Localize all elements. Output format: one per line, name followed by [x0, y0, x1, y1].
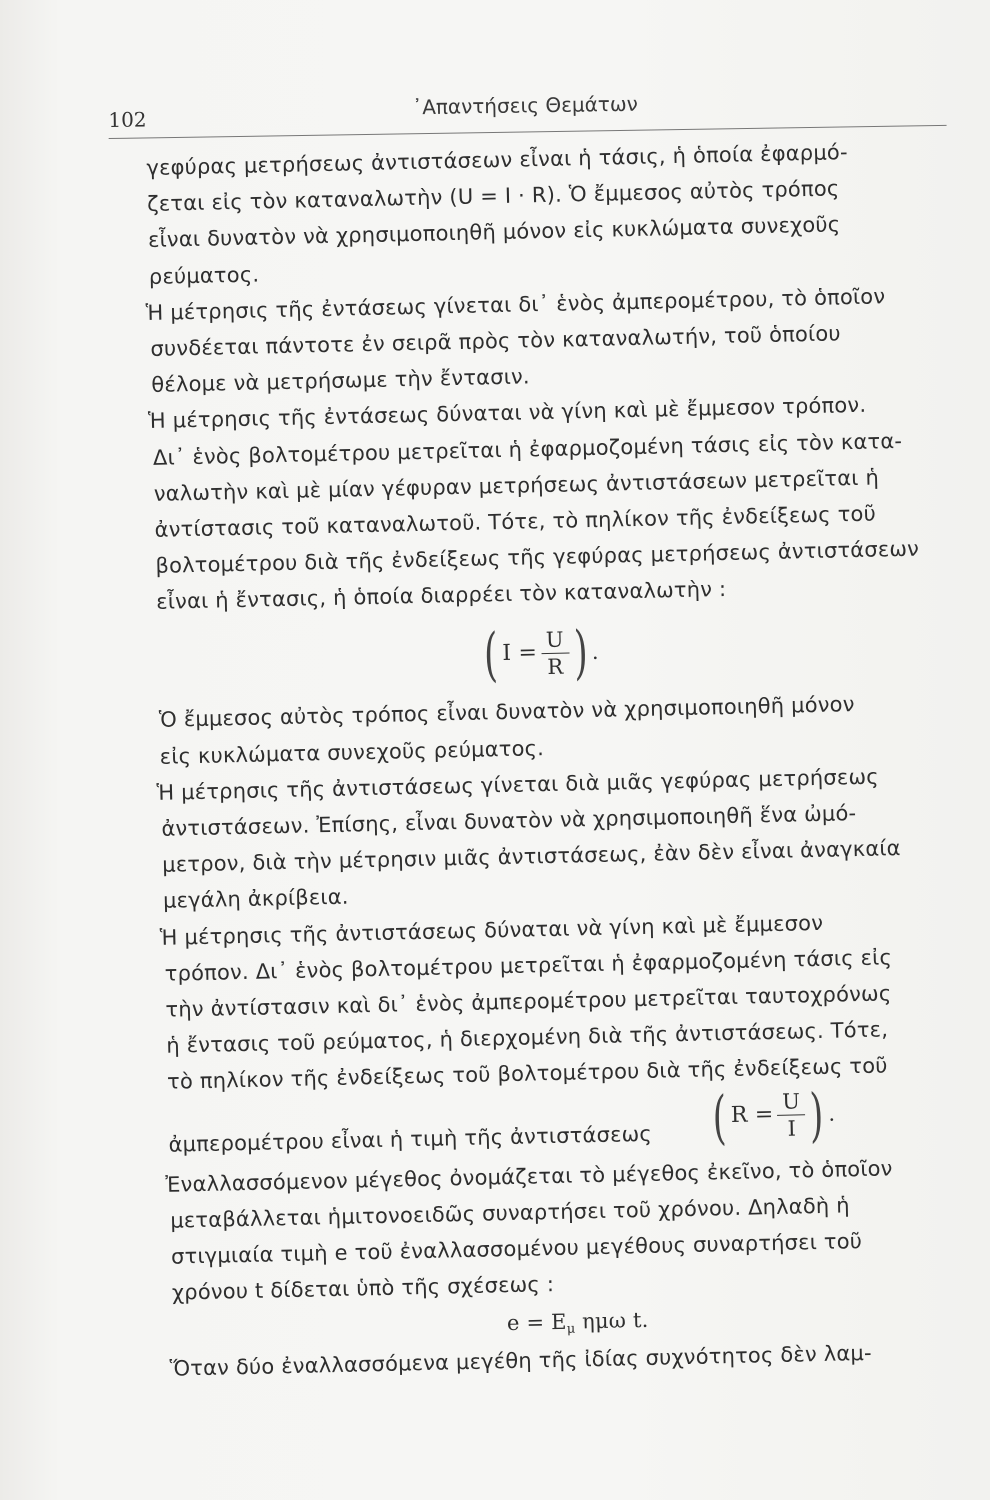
text-line: ρεύματος.	[148, 262, 260, 289]
formula-rhs: ημω t.	[575, 1308, 649, 1334]
text-line: μεγάλη ἀκρίβεια.	[162, 884, 349, 914]
text-line: εἶναι δυνατὸν νὰ χρησιμοποιηθῆ μόνον εἰς κυκλώματα συνεχοῦς	[147, 212, 841, 253]
text-line: Ἡ μέτρησις τῆς ἀντιστάσεως δύναται νὰ γίνη καὶ μὲ ἔμμεσον	[159, 910, 824, 950]
page-number: 102	[108, 107, 147, 132]
numerator: U	[545, 627, 564, 652]
formula-suffix: .	[591, 640, 600, 665]
denominator: I	[787, 1116, 797, 1141]
text-line: Ὅταν δύο ἐναλλασσόμενα μεγέθη τῆς ἰδίας συχνότητος δὲν λαμ-	[169, 1341, 873, 1382]
numerator: U	[781, 1089, 801, 1114]
formula-lhs: R =	[730, 1102, 774, 1129]
page-header	[108, 83, 949, 140]
text-line: ἀντίστασις τοῦ καταναλωτοῦ. Τότε, τὸ πηλίκον τῆς ἐνδείξεως τοῦ	[154, 501, 877, 542]
text-line: Δι᾿ ἑνὸς βολτομέτρου μετρεῖται ἡ ἐφαρμοζομένη τάσις εἰς τὸν κατα-	[152, 428, 903, 470]
text-line: χρόνου t δίδεται ὑπὸ τῆς σχέσεως :	[171, 1272, 555, 1305]
text-line: θέλομε νὰ μετρήσωμε τὴν ἔντασιν.	[151, 364, 531, 398]
formula-lhs: I =	[502, 640, 538, 667]
formula-lhs: e = E	[506, 1310, 567, 1336]
right-paren: )	[809, 1080, 825, 1149]
text-line: Ἡ μέτρησις τῆς ἐντάσεως γίνεται δι᾿ ἑνὸς ἀμπερομέτρου, τὸ ὁποῖον	[145, 284, 886, 325]
text-line: εἶναι ἡ ἔντασις, ἡ ὁποία διαρρέει τὸν καταναλωτὴν :	[155, 577, 727, 615]
text-line: μετρον, διὰ τὴν μέτρησιν μιᾶς ἀντιστάσεως, ἐὰν δὲν εἶναι ἀναγκαία	[161, 836, 901, 878]
text-line: βολτομέτρου διὰ τῆς ἐνδείξεως τῆς γεφύρας μετρήσεως ἀντιστάσεων	[155, 536, 920, 578]
text-line: ἡ ἔντασις τοῦ ρεύματος, ἡ διερχομένη διὰ τῆς ἀντιστάσεως. Τότε,	[166, 1017, 889, 1058]
text-line: Ἡ μέτρησις τῆς ἀντιστάσεως γίνεται διὰ μιᾶς γεφύρας μετρήσεως	[156, 764, 880, 805]
formula-suffix: .	[828, 1102, 836, 1127]
text-line: συνδέεται πάντοτε ἐν σειρᾶ πρὸς τὸν καταναλωτήν, τοῦ ὁποίου	[150, 321, 841, 361]
text-line: Ἡ μέτρησις τῆς ἐντάσεως δύναται νὰ γίνη καὶ μὲ ἔμμεσον τρόπον.	[147, 393, 867, 434]
text-line: εἰς κυκλώματα συνεχοῦς ρεύματος.	[159, 735, 545, 769]
formula-subscript: μ	[566, 1321, 576, 1338]
text-line: τὸ πηλίκον τῆς ἐνδείξεως τοῦ βολτομέτρου διὰ τῆς ἐνδείξεως τοῦ	[166, 1053, 888, 1095]
text-line: ἀντιστάσεων. Ἐπίσης, εἶναι δυνατὸν νὰ χρησιμοποιηθῆ ἕνα ὠμό-	[161, 801, 857, 841]
text-line: στιγμιαία τιμὴ e τοῦ ἐναλλασσομένου μεγέθους συναρτήσει τοῦ	[170, 1228, 863, 1269]
fraction	[777, 1088, 806, 1142]
body-text	[146, 132, 984, 1387]
text-line: ἀμπερομέτρου εἶναι ἡ τιμὴ τῆς ἀντιστάσεως	[168, 1121, 653, 1157]
text-line: τρόπον. Δι᾿ ἑνὸς βολτομέτρου μετρεῖται ἡ ἐφαρμοζομένη τάσις εἰς	[164, 945, 893, 986]
text-line: μεταβάλλεται ἡμιτονοειδῶς συναρτήσει τοῦ χρόνου. Δηλαδὴ ἡ	[170, 1192, 850, 1233]
text-line: ζεται εἰς τὸν καταναλωτὴν (U = I · R). Ὁ ἔμμεσος αὐτὸς τρόπος	[146, 176, 840, 217]
formula-resistance	[707, 1080, 836, 1151]
left-paren: (	[483, 620, 499, 689]
right-paren: )	[572, 618, 589, 687]
text-line: Ἐναλλασσόμενον μέγεθος ὀνομάζεται τὸ μέγεθος ἐκεῖνο, τὸ ὁποῖον	[165, 1155, 893, 1197]
text-line: τὴν ἀντίστασιν καὶ δι᾿ ἑνὸς ἀμπερομέτρου μετρεῖται ταυτοχρόνως	[165, 981, 892, 1022]
text-line: Ὁ ἔμμεσος αὐτὸς τρόπος εἶναι δυνατὸν νὰ χρησιμοποιηθῆ μόνον	[158, 692, 855, 733]
text-line: γεφύρας μετρήσεως ἀντιστάσεων εἶναι ἡ τάσις, ἡ ὁποία ἐφαρμό-	[146, 140, 848, 180]
denominator: R	[547, 654, 564, 679]
fraction	[540, 626, 569, 680]
running-title: ᾿Απαντήσεις Θεμάτων	[412, 91, 638, 120]
left-paren: (	[711, 1082, 728, 1151]
text-line: ναλωτὴν καὶ μὲ μίαν γέφυραν μετρήσεως ἀντιστάσεων μετρεῖται ἡ	[153, 465, 880, 506]
